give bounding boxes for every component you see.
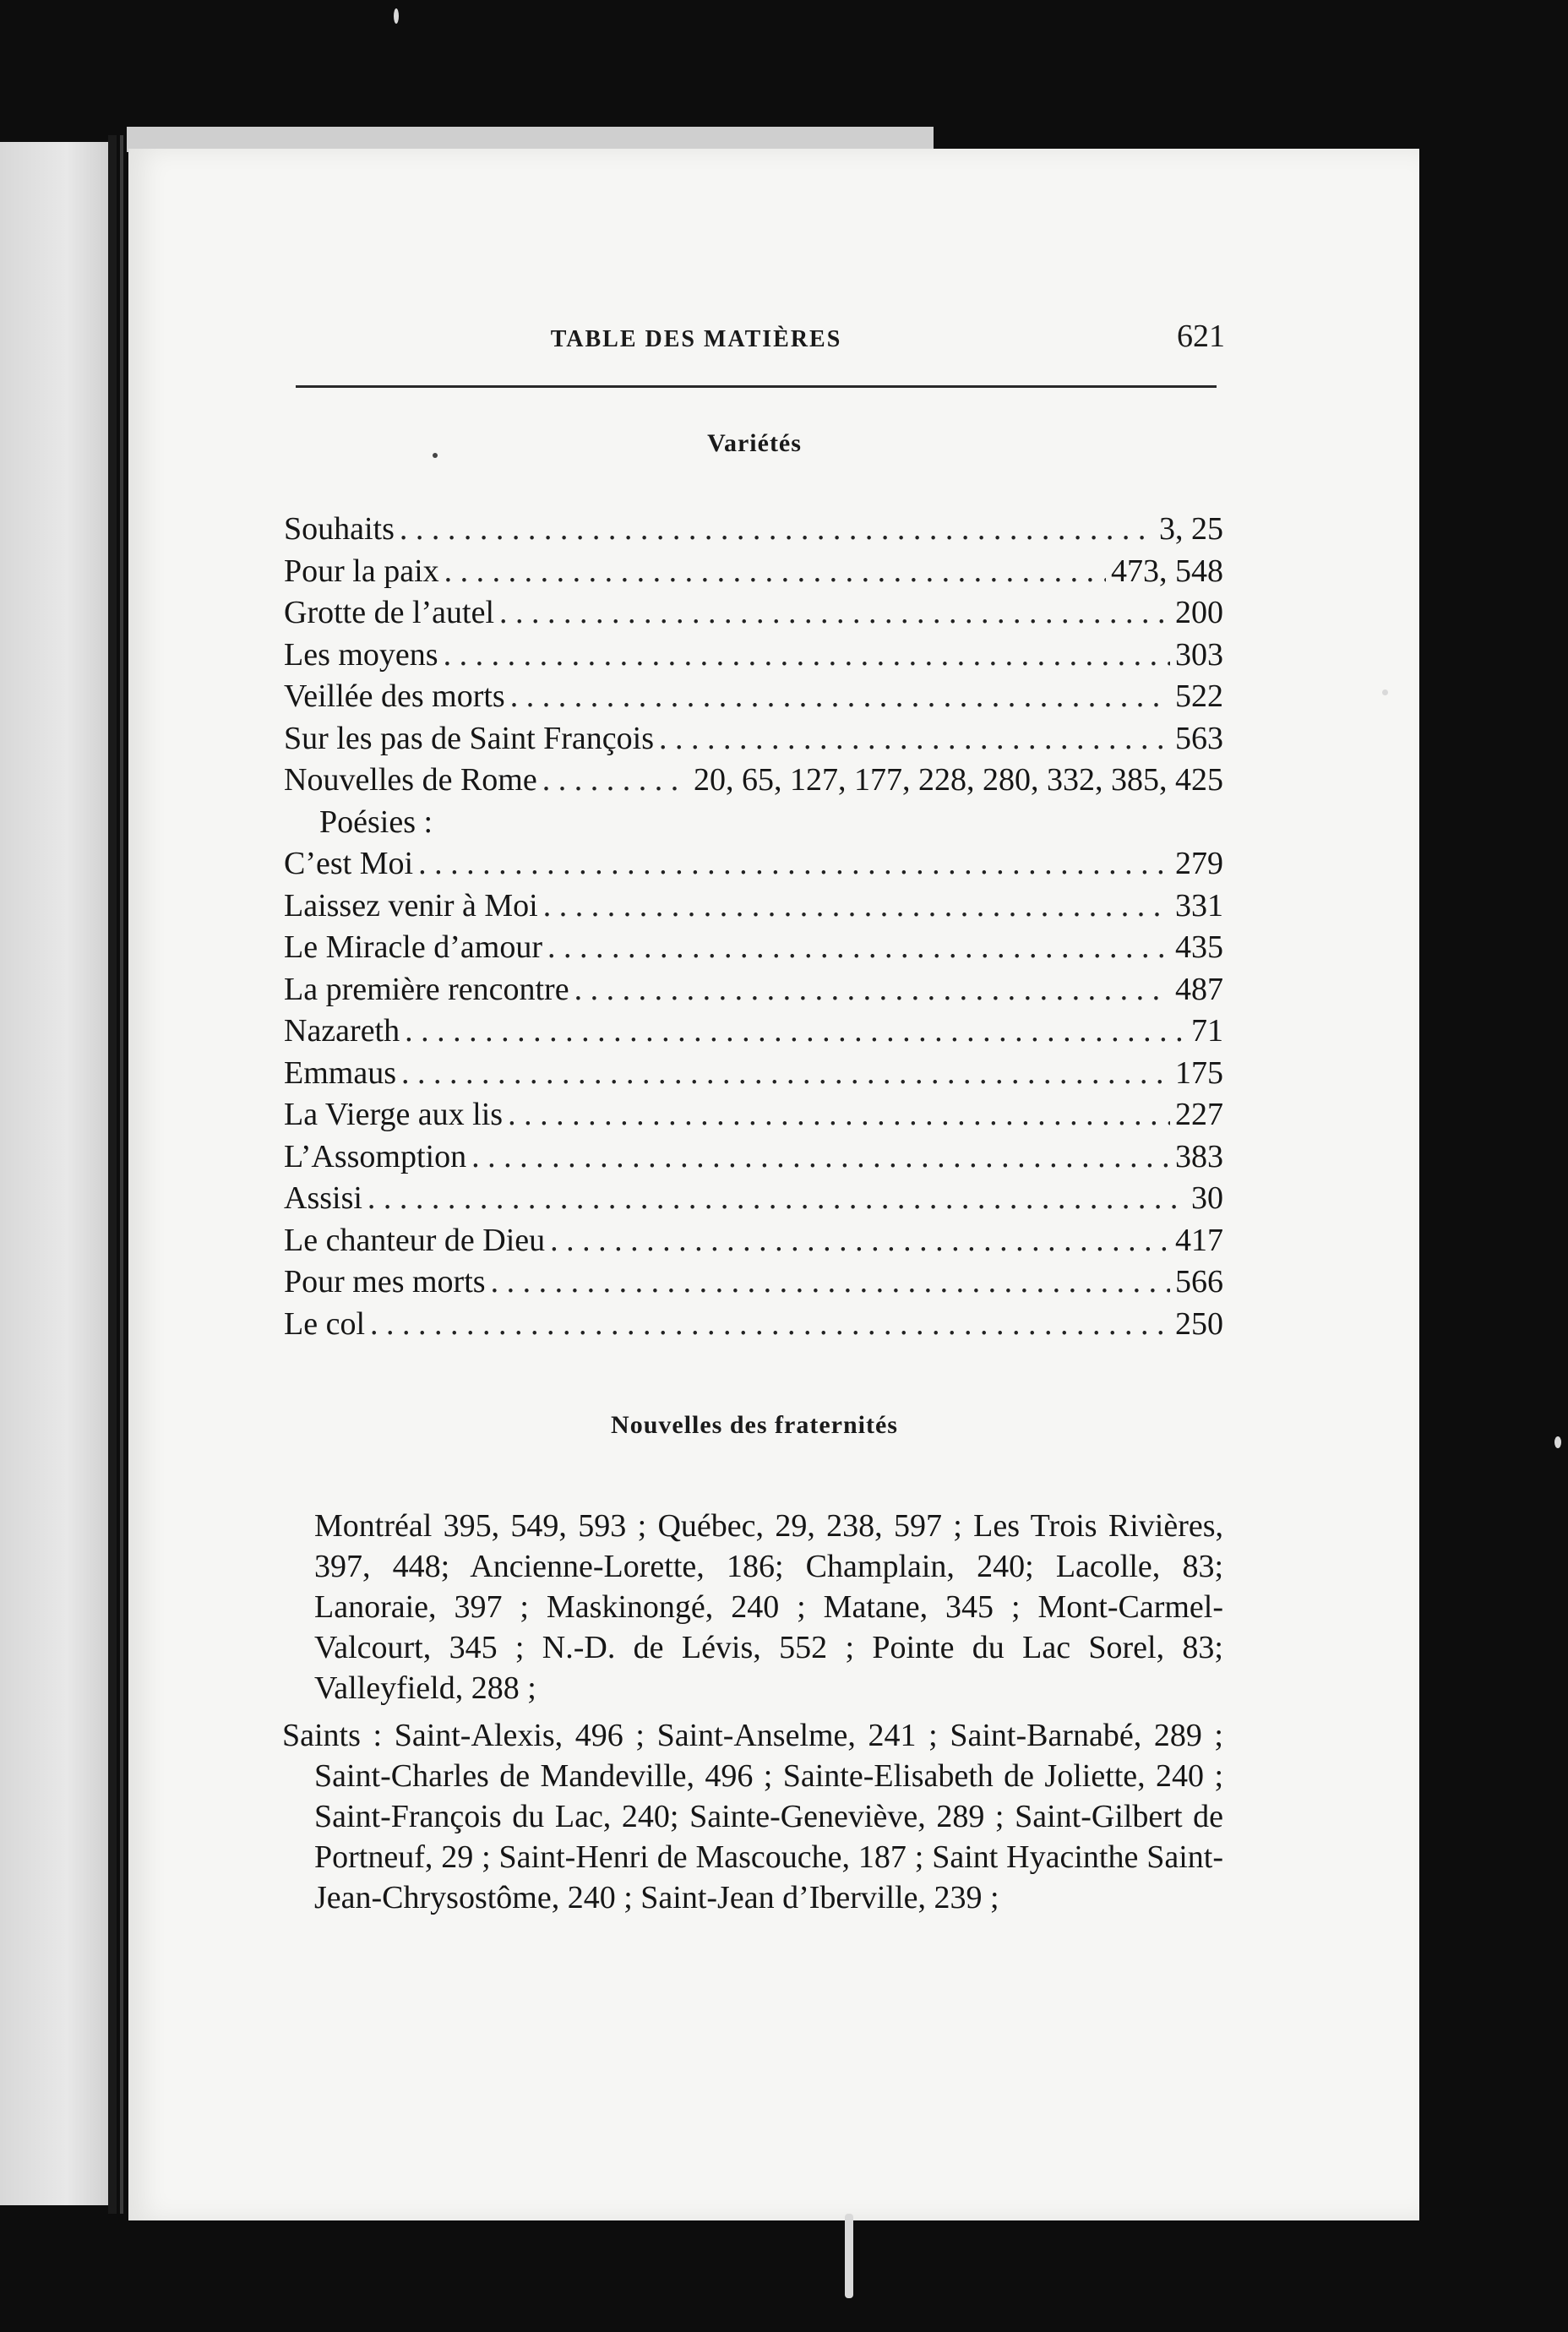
toc-entry-title: Assisi bbox=[284, 1180, 362, 1216]
toc-entry-title: Le col bbox=[284, 1305, 366, 1342]
toc-entry-title: Grotte de l’autel bbox=[284, 595, 495, 630]
dot-leader bbox=[499, 592, 1170, 635]
dot-leader bbox=[491, 1261, 1170, 1304]
toc-entry-pages: 175 bbox=[1175, 1054, 1223, 1091]
dot-leader bbox=[550, 1220, 1170, 1262]
toc-entry-title: Pour mes morts bbox=[284, 1264, 486, 1299]
toc-entry bbox=[284, 592, 1223, 635]
page-number: 621 bbox=[1177, 319, 1225, 354]
section-heading-varietes: Variétés bbox=[707, 429, 802, 457]
toc-entry-title: Nouvelles de Rome bbox=[284, 762, 537, 798]
scan-speck bbox=[845, 2214, 853, 2298]
dot-leader bbox=[574, 969, 1170, 1011]
toc-entry bbox=[284, 1178, 1223, 1220]
toc-entry-pages: 563 bbox=[1175, 720, 1223, 756]
toc-entry-title: Sur les pas de Saint François bbox=[284, 720, 655, 756]
dot-leader bbox=[418, 843, 1170, 885]
dot-leader bbox=[370, 1304, 1170, 1346]
toc-entry-pages: 435 bbox=[1175, 929, 1223, 965]
scan-speck bbox=[394, 8, 399, 24]
toc-entry-pages: 20, 65, 127, 177, 228, 280, 332, 385, 425 bbox=[694, 762, 1223, 798]
dot-leader bbox=[444, 635, 1170, 677]
toc-entry-pages: 30 bbox=[1191, 1180, 1223, 1216]
toc-entry bbox=[284, 1094, 1223, 1136]
toc-entry bbox=[284, 1136, 1223, 1179]
dot-leader bbox=[547, 927, 1170, 969]
toc-entry bbox=[284, 1304, 1223, 1346]
dot-leader bbox=[471, 1136, 1170, 1179]
toc-entry bbox=[284, 1220, 1223, 1262]
toc-entry bbox=[284, 551, 1223, 593]
toc-entry-title: Laissez venir à Moi bbox=[284, 887, 538, 924]
fraternites-paragraph-saints: Saints : Saint-Alexis, 496 ; Saint-Anselme, 241 ; Saint-Barnabé, 289 ; Saint-Charles de Mandeville, 496 ; Sainte-Elisabeth de Joliette, 240 ; Saint-François du Lac, 240; Sainte-Geneviève, 289 ; Saint-Gilbert de Portneuf, 29 ; Saint-Henri de Mascouche, 187 ; Saint Hyacinthe Saint-Jean-Chrysostôme, 240 ; Saint-Jean d’Iberville, 239 ; bbox=[282, 1718, 1223, 1915]
toc-entry-title: Souhaits bbox=[284, 511, 395, 547]
binding-edge-inner bbox=[120, 135, 123, 2214]
toc-entry-title: Emmaus bbox=[284, 1054, 396, 1091]
toc-entry bbox=[284, 927, 1223, 969]
toc-entry-title: Pour la paix bbox=[284, 553, 439, 589]
toc-entry-pages: 200 bbox=[1175, 595, 1223, 630]
dot-leader bbox=[401, 1053, 1170, 1095]
toc-entry-pages: 473, 548 bbox=[1111, 553, 1223, 589]
toc-entry-pages: 417 bbox=[1175, 1222, 1223, 1258]
dot-leader bbox=[444, 551, 1106, 593]
toc-entry-pages: 250 bbox=[1175, 1305, 1223, 1342]
toc-entry-title: L’Assomption bbox=[284, 1138, 467, 1174]
binding-edge bbox=[108, 135, 117, 2214]
adjacent-page-edge bbox=[0, 142, 112, 2205]
toc-entry-pages: 279 bbox=[1175, 846, 1223, 881]
toc-entry bbox=[284, 843, 1223, 885]
toc-entry-title: Le chanteur de Dieu bbox=[284, 1222, 546, 1258]
toc-entry bbox=[284, 676, 1223, 718]
header-title: TABLE DES MATIÈRES bbox=[550, 326, 842, 352]
toc-entry-title: La première rencontre bbox=[284, 971, 569, 1007]
toc-entry bbox=[284, 635, 1223, 677]
dot-leader bbox=[510, 676, 1170, 718]
dot-leader bbox=[368, 1178, 1186, 1220]
toc-entry-title: Veillée des morts bbox=[284, 678, 505, 714]
toc-entry-pages: 3, 25 bbox=[1159, 511, 1223, 547]
toc-entry-pages: 383 bbox=[1175, 1138, 1223, 1174]
toc-entry bbox=[284, 1053, 1223, 1095]
dot-leader bbox=[542, 760, 689, 802]
toc-entry-pages: 522 bbox=[1175, 678, 1223, 714]
dot-leader bbox=[659, 718, 1170, 760]
toc-entry-title: Le Miracle d’amour bbox=[284, 929, 542, 965]
dot-leader bbox=[543, 885, 1170, 928]
header-rule bbox=[296, 385, 1217, 388]
varietes-list bbox=[284, 509, 1223, 1345]
toc-entry-pages: 487 bbox=[1175, 971, 1223, 1007]
toc-entry bbox=[284, 885, 1223, 928]
toc-entry bbox=[284, 509, 1223, 551]
dot-leader bbox=[400, 509, 1154, 551]
toc-entry bbox=[284, 1011, 1223, 1053]
toc-entry bbox=[284, 1261, 1223, 1304]
toc-entry bbox=[284, 718, 1223, 760]
toc-entry-title: La Vierge aux lis bbox=[284, 1097, 504, 1132]
toc-entry-pages: 227 bbox=[1175, 1097, 1223, 1132]
toc-entry-pages: 303 bbox=[1175, 636, 1223, 673]
running-head bbox=[167, 318, 1225, 368]
fraternites-paragraph-cities: Montréal 395, 549, 593 ; Québec, 29, 238, 597 ; Les Trois Rivières, 397, 448; Ancienne-Lorette, 186; Champlain, 240; Lacolle, 83; Lanoraie, 397 ; Maskinongé, 240 ; Matane, 345 ; Mont-Carmel-Valcourt, 345 ; N.-D. de Lévis, 552 ; Pointe du Lac Sorel, 83; Valleyfield, 288 ; bbox=[314, 1508, 1223, 1706]
toc-entry-title: Les moyens bbox=[284, 636, 438, 673]
section-heading-fraternites: Nouvelles des fraternités bbox=[611, 1411, 898, 1439]
toc-entry-pages: 71 bbox=[1191, 1013, 1223, 1049]
poesies-subheading: Poésies : bbox=[319, 804, 433, 840]
toc-entry-pages: 566 bbox=[1175, 1264, 1223, 1299]
scan-speck bbox=[1554, 1436, 1561, 1448]
ornament-dot bbox=[433, 453, 438, 458]
dot-leader bbox=[405, 1011, 1186, 1053]
scan-speck bbox=[1382, 689, 1388, 695]
toc-entry bbox=[284, 760, 1223, 802]
toc-entry bbox=[284, 969, 1223, 1011]
toc-entry-title: Nazareth bbox=[284, 1013, 400, 1049]
dot-leader bbox=[508, 1094, 1170, 1136]
toc-entry-pages: 331 bbox=[1175, 887, 1223, 924]
toc-entry-title: C’est Moi bbox=[284, 846, 414, 881]
